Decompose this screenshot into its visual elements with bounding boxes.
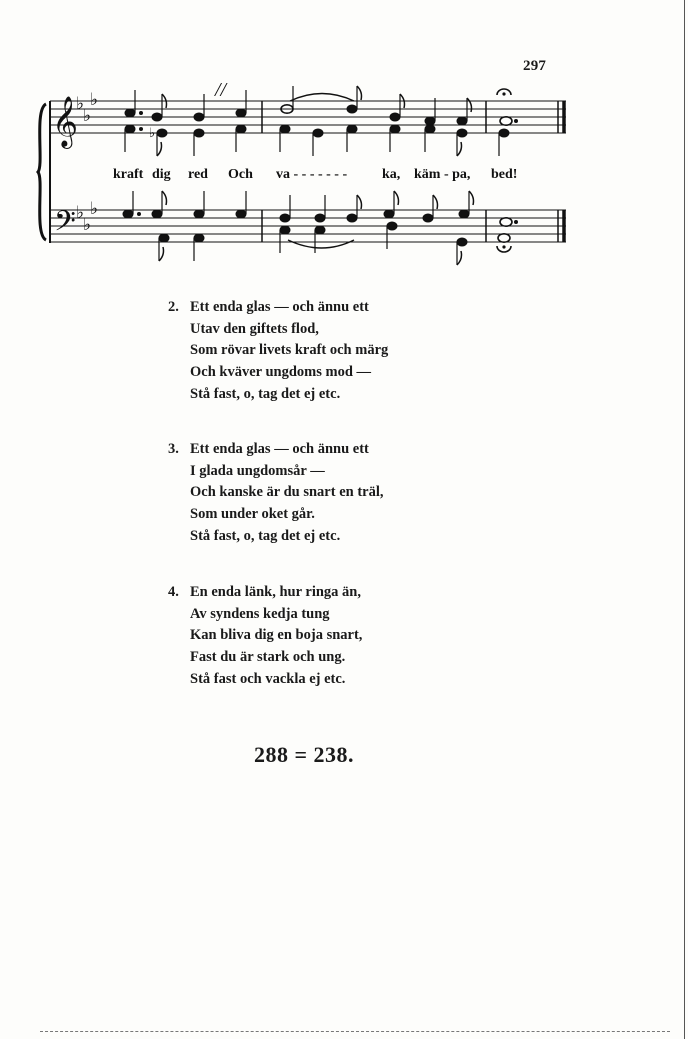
svg-text:♭: ♭ [90,90,99,109]
verse-3 [168,439,384,548]
verse-line: Och kväver ungdoms mod — [190,364,372,381]
verse-line: Av syndens kedja tung [190,605,330,622]
verse-line: I glada ungdomsår — [190,462,325,479]
verse-line: Utav den giftets flod, [190,320,319,337]
svg-text:♭: ♭ [90,199,99,218]
tie-treble [290,94,354,102]
verse-line: 3. Ett enda glas — och ännu ett [168,439,384,461]
lyrics [113,167,517,182]
verse-line: Och kanske är du snart en träl, [190,484,384,501]
page-number: 297 [523,58,547,74]
svg-text:♭: ♭ [149,125,156,140]
svg-text:♭: ♭ [83,106,92,125]
verse-line: 4. En enda länk, hur ringa än, [168,582,362,604]
verse-line: Som rövar livets kraft och märg [190,342,389,359]
verse-line: Som under oket går. [190,506,315,523]
bass-upper-notes [123,191,518,226]
verse-number: 3. [168,441,179,457]
lyric-syllable: kraft [113,167,144,182]
breath-mark: // [215,79,227,101]
svg-text:♭: ♭ [83,215,92,234]
treble-lower-notes [125,125,509,156]
hymn-cross-reference: 288 = 238. [254,742,355,767]
svg-text:♭: ♭ [76,94,85,113]
tie-bass [288,240,354,248]
fermata-treble-dot [502,92,505,95]
treble-clef: 𝄞 [52,97,79,146]
verse-2 [168,297,388,406]
verse-4 [168,582,362,691]
lyric-syllable: va - - - - - - - [276,167,348,182]
fermata-bass-dot [502,245,505,248]
treble-upper-notes [125,86,518,125]
verse-line: Stå fast och vackla ej etc. [190,670,346,687]
verse-line: Stå fast, o, tag det ej etc. [190,385,341,402]
page-bottom-rule [40,1031,670,1032]
verse-line: Fast du är stark och ung. [190,649,346,666]
verse-number: 4. [168,584,179,600]
verse-line: 2. Ett enda glas — och ännu ett [168,297,388,319]
verse-line: Kan bliva dig en boja snart, [190,627,363,644]
system-brace [38,104,46,240]
lyric-syllable: Och [228,167,253,182]
svg-text:♭: ♭ [76,203,85,222]
key-signature-treble [76,90,98,125]
bass-lower-notes [159,222,510,265]
lyric-syllable: käm - pa, [414,167,471,182]
lyric-syllable: bed! [491,167,518,182]
key-signature-bass [76,199,98,234]
lyric-syllable: dig [152,167,171,182]
music-score [0,0,688,280]
bass-clef: 𝄢 [54,207,76,244]
lyric-syllable: ka, [382,167,401,182]
lyric-syllable: red [188,167,208,182]
verse-number: 2. [168,299,179,315]
verse-line: Stå fast, o, tag det ej etc. [190,527,341,544]
